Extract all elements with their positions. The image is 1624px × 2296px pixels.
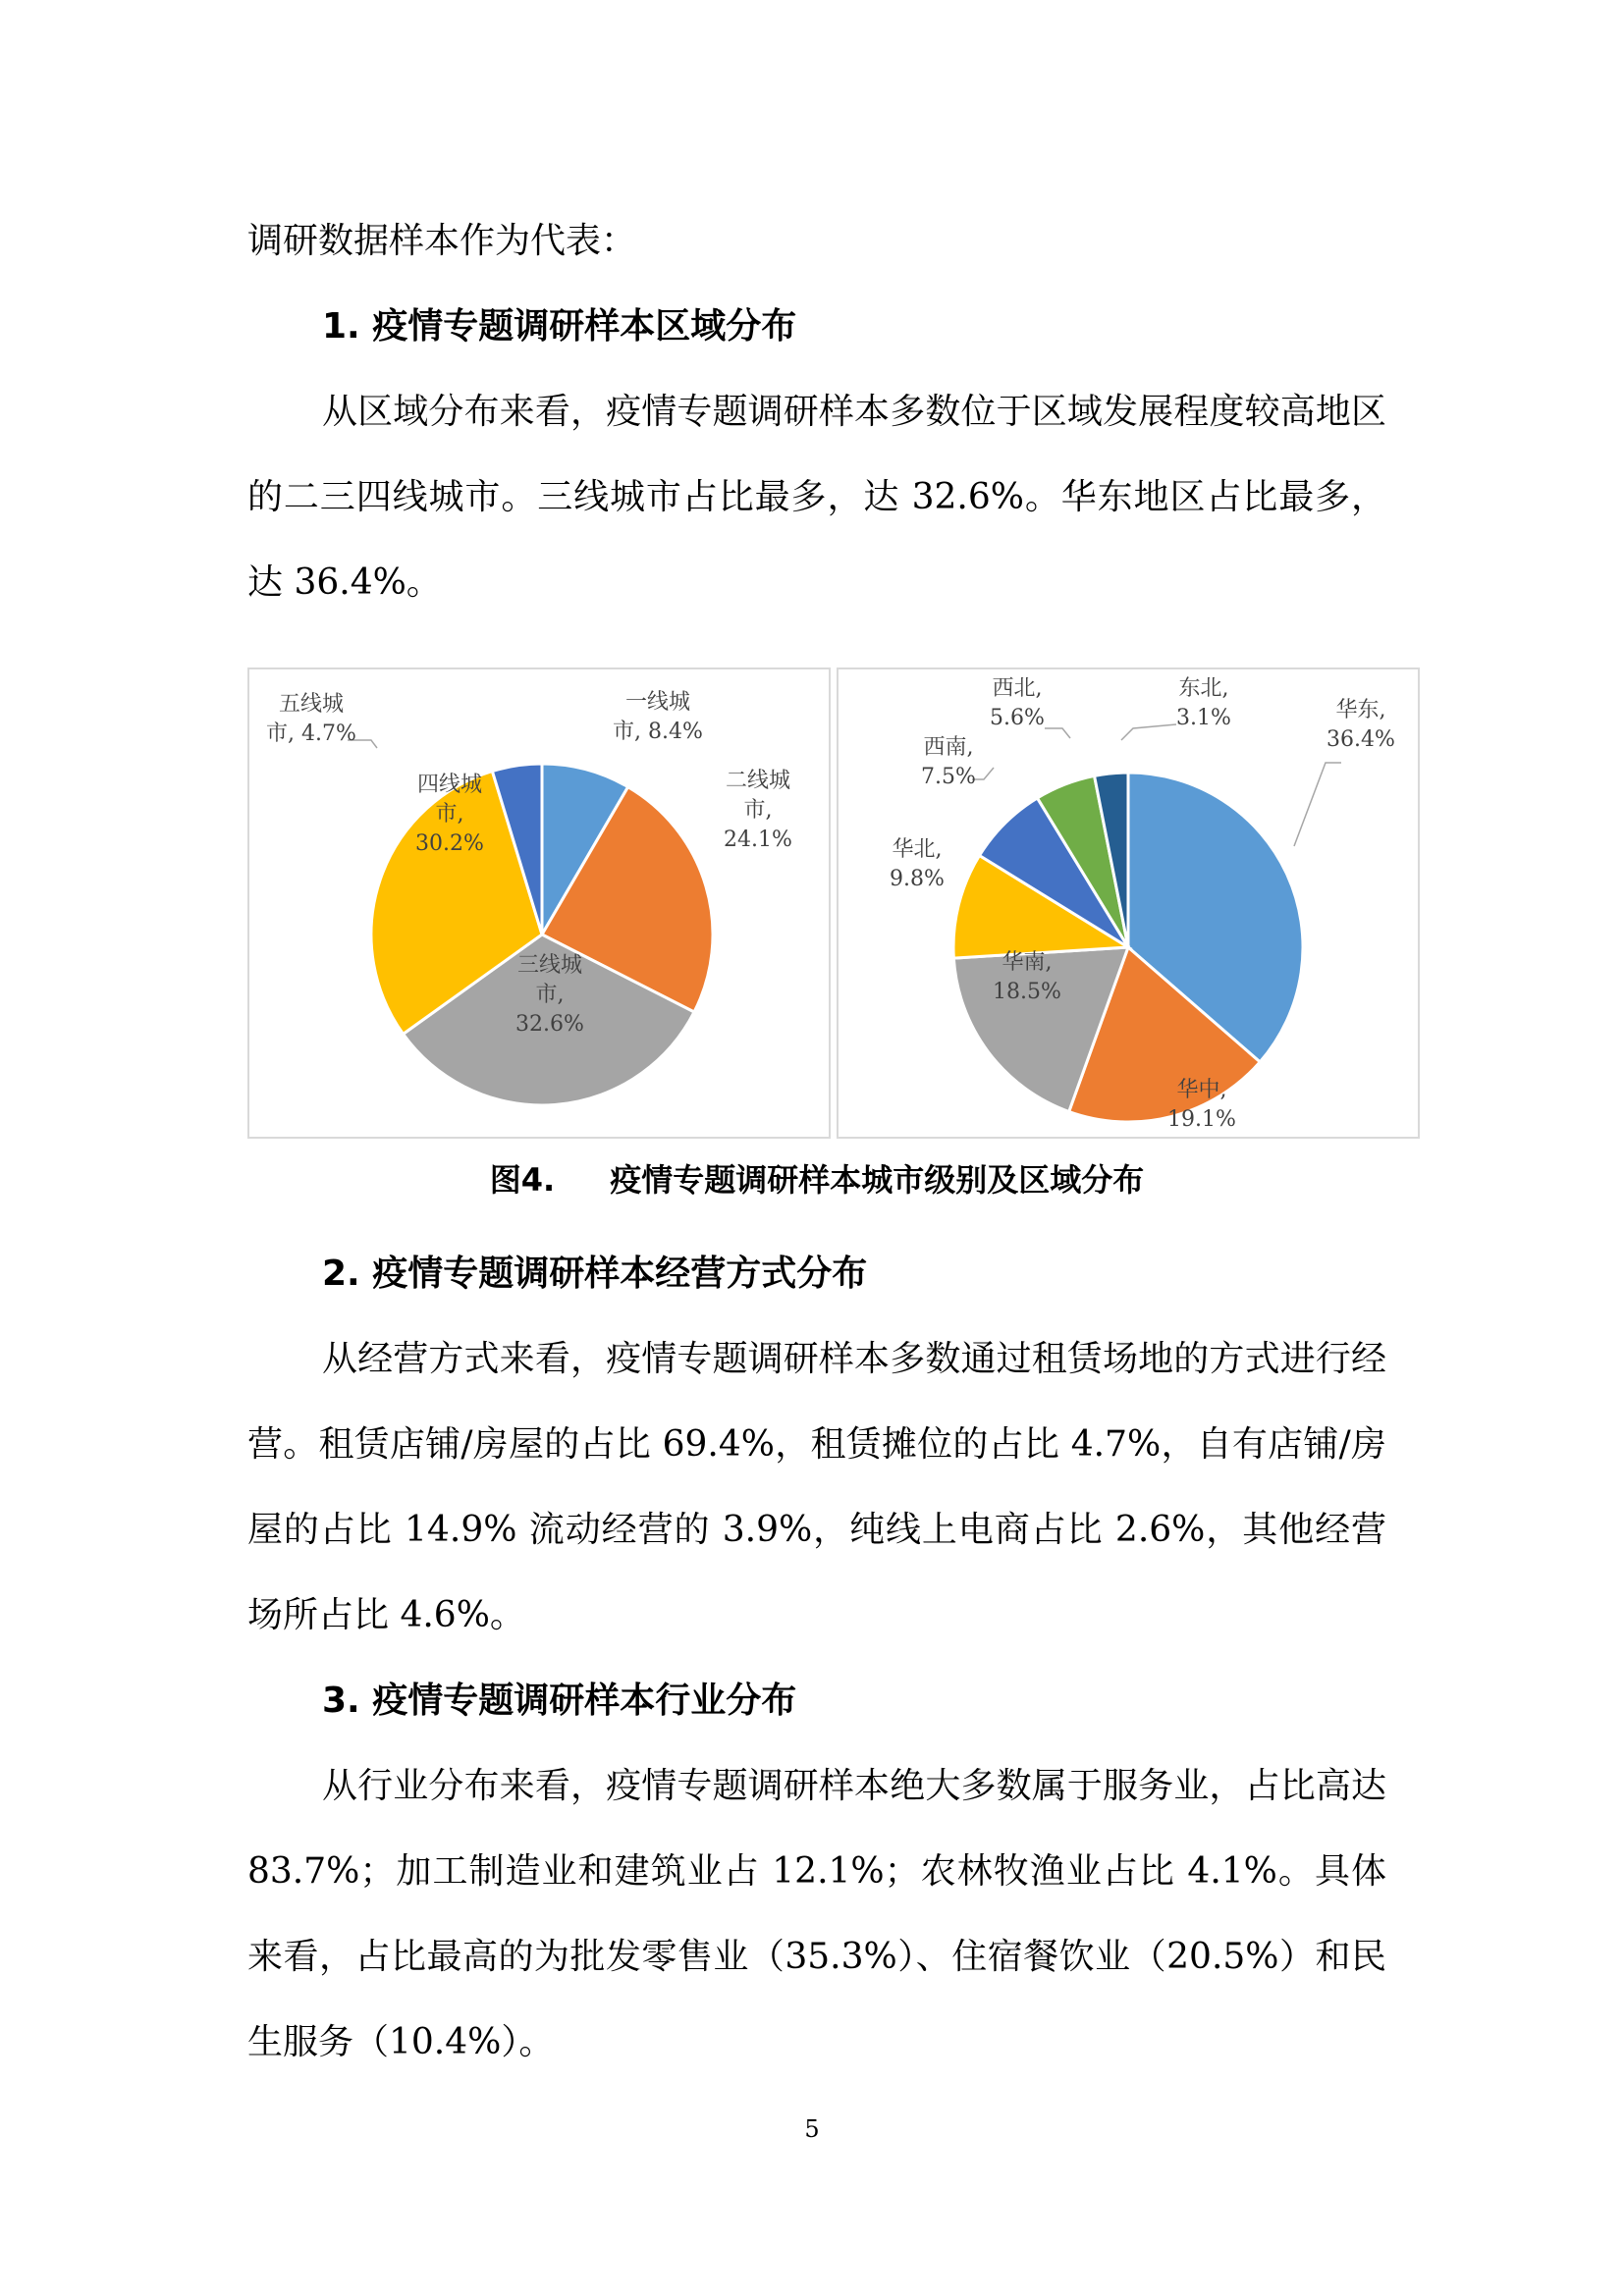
section-1-heading: 1. 疫情专题调研样本区域分布 — [322, 306, 797, 347]
region-chart — [837, 667, 1420, 1139]
data-label-四线城市: 四线城市, 30.2% — [415, 773, 484, 856]
leader-line-东北 — [1121, 724, 1176, 740]
page-number: 5 — [804, 2115, 820, 2143]
section-3 — [247, 1658, 1386, 2085]
section-2-paragraph: 从经营方式来看，疫情专题调研样本多数通过租赁场地的方式进行经营。租赁店铺/房屋的占比 69.4%，租赁摊位的占比 4.7%，自有店铺/房屋的占比 14.9% 流动经营的 3.9%，纯线上电商占比 2.6%，其他经营场所占比 4.6%。 — [247, 1339, 1386, 1635]
section-1 — [247, 284, 1386, 625]
data-label-西南: 西南, 7.5% — [921, 735, 976, 789]
intro-block — [247, 198, 1386, 284]
section-1-paragraph: 从区域分布来看，疫情专题调研样本多数位于区域发展程度较高地区的二三四线城市。三线城市占比最多，达 32.6%。华东地区占比最多，达 36.4%。 — [247, 392, 1386, 603]
region-pie — [839, 669, 1418, 1137]
data-label-华东: 华东, 36.4% — [1326, 698, 1395, 752]
figure-number: 图4. — [489, 1161, 556, 1199]
city-tier-chart — [247, 667, 831, 1139]
section-2-heading: 2. 疫情专题调研样本经营方式分布 — [322, 1254, 868, 1294]
leader-line-华东 — [1294, 763, 1341, 846]
data-label-华南: 华南, 18.5% — [993, 950, 1061, 1004]
intro-line: 调研数据样本作为代表： — [247, 221, 637, 261]
data-label-一线城市: 一线城市, 8.4% — [613, 690, 703, 744]
figure-caption-text: 疫情专题调研样本城市级别及区域分布 — [610, 1161, 1145, 1199]
data-label-三线城市: 三线城市, 32.6% — [515, 953, 584, 1037]
data-label-华北: 华北, 9.8% — [890, 837, 945, 891]
data-label-西北: 西北, 5.6% — [990, 676, 1045, 730]
city-tier-pie — [249, 669, 829, 1137]
data-label-二线城市: 二线城市, 24.1% — [724, 769, 792, 852]
section-3-heading: 3. 疫情专题调研样本行业分布 — [322, 1681, 797, 1721]
section-2 — [247, 1231, 1386, 1658]
figure-caption — [247, 1155, 1386, 1201]
leader-line-西北 — [1045, 728, 1070, 738]
data-label-华中: 华中, 19.1% — [1167, 1078, 1236, 1132]
data-label-五线城市: 五线城市, 4.7% — [266, 692, 356, 746]
data-label-东北: 东北, 3.1% — [1176, 676, 1231, 730]
section-3-paragraph: 从行业分布来看，疫情专题调研样本绝大多数属于服务业，占比高达 83.7%；加工制造业和建筑业占 12.1%；农林牧渔业占比 4.1%。具体来看，占比最高的为批发零售业（35.3%）、住宿餐饮业（20.5%）和民生服务（10.4%）。 — [247, 1766, 1386, 2062]
